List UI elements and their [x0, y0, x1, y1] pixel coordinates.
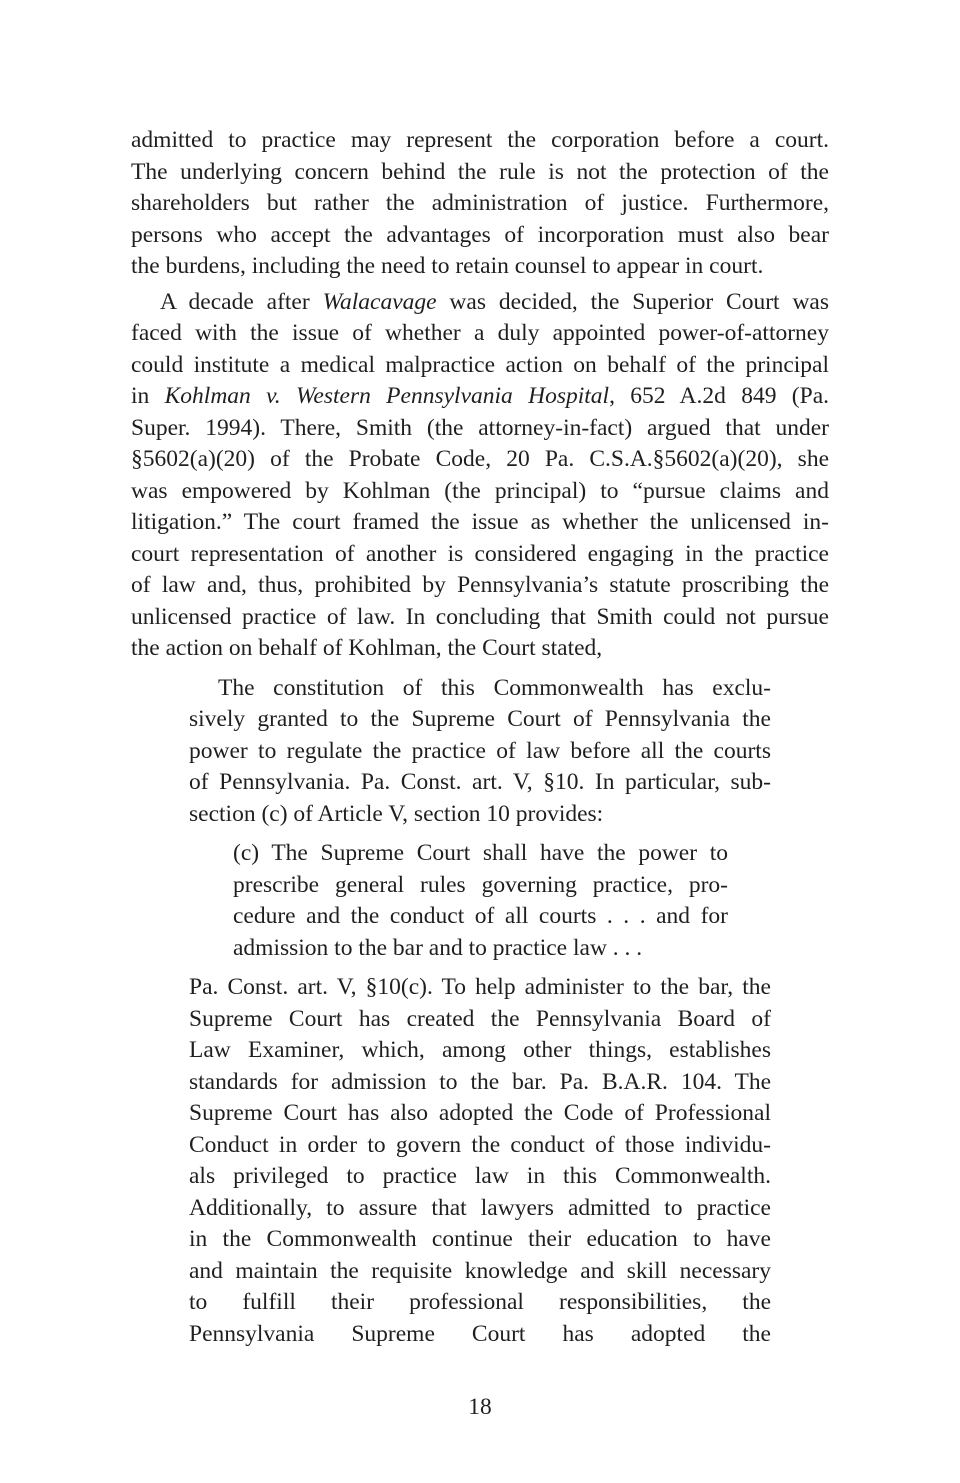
text-line: Supreme Court has also adopted the Code of Professional	[189, 1100, 771, 1126]
text-line	[131, 381, 829, 413]
body-text	[131, 125, 829, 1350]
text-run: in	[131, 383, 165, 409]
text-line: Law Examiner, which, among other things, establishes	[189, 1037, 771, 1063]
text-run: was decided, the Superior Court was	[436, 288, 829, 315]
text-line: admitted to practice may represent the corporation before a court.	[131, 127, 829, 153]
text-line: (c) The Supreme Court shall have the power to	[233, 840, 728, 866]
case-name-walacavage: Walacavage	[322, 288, 437, 315]
text-line: of Pennsylvania. Pa. Const. art. V, §10. In particular, sub-	[189, 769, 771, 795]
text-line: admission to the bar and to practice law . . .	[233, 934, 643, 961]
text-line: prescribe general rules governing practice, pro-	[233, 871, 728, 898]
text-line: faced with the issue of whether a duly appointed power-of-attorney	[131, 320, 829, 346]
quote-paragraph	[189, 972, 771, 1350]
text-line: to fulfill their professional responsibilities, the	[189, 1289, 771, 1315]
text-run: A decade after	[160, 288, 323, 315]
block-quote-court-opinion	[189, 673, 771, 831]
text-line: the action on behalf of Kohlman, the Court stated,	[131, 635, 603, 661]
text-line: §5602(a)(20) of the Probate Code, 20 Pa. C.S.A.§5602(a)(20), she	[131, 446, 829, 472]
block-quote-continuation	[189, 972, 771, 1350]
text-line: Super. 1994). There, Smith (the attorney-in-fact) argued that under	[131, 414, 829, 441]
text-run: , 652 A.2d 849 (Pa.	[609, 383, 829, 409]
text-line: in the Commonwealth continue their education to have	[189, 1226, 771, 1252]
text-line: The constitution of this Commonwealth has exclu-	[218, 674, 771, 701]
text-line: als privileged to practice law in this Commonwealth.	[189, 1163, 771, 1189]
text-line: of law and, thus, prohibited by Pennsylvania’s statute proscribing the	[131, 572, 829, 598]
quote-paragraph	[189, 673, 771, 831]
text-line	[131, 287, 829, 319]
text-line: power to regulate the practice of law before all the courts	[189, 737, 771, 764]
text-line: Pa. Const. art. V, §10(c). To help administer to the bar, the	[189, 974, 771, 1000]
text-line: section (c) of Article V, section 10 provides:	[189, 800, 604, 827]
text-line: and maintain the requisite knowledge and skill necessary	[189, 1257, 771, 1284]
case-name-kohlman: Kohlman v. Western Pennsylvania Hospital	[164, 383, 610, 409]
nested-block-quote-constitution	[233, 838, 728, 964]
quote-paragraph	[233, 838, 728, 964]
paragraph-corporation-representation	[131, 125, 829, 283]
text-line: unlicensed practice of law. In concluding that Smith could not pursue	[131, 603, 829, 630]
text-line: was empowered by Kohlman (the principal) to “pursue claims and	[131, 477, 829, 504]
text-line: could institute a medical malpractice action on behalf of the principal	[131, 351, 829, 378]
text-line: standards for admission to the bar. Pa. B.A.R. 104. The	[189, 1068, 771, 1095]
page-number: 18	[468, 1394, 492, 1420]
text-line: the burdens, including the need to retain counsel to appear in court.	[131, 253, 764, 279]
text-line: The underlying concern behind the rule is not the protection of the	[131, 158, 829, 185]
text-line: litigation.” The court framed the issue as whether the unlicensed in-	[131, 509, 829, 535]
text-line: Conduct in order to govern the conduct of those individu-	[189, 1131, 771, 1158]
text-line: Supreme Court has created the Pennsylvania Board of	[189, 1005, 771, 1032]
text-line: Additionally, to assure that lawyers admitted to practice	[189, 1194, 771, 1221]
text-line: persons who accept the advantages of incorporation must also bear	[131, 221, 829, 248]
text-line: cedure and the conduct of all courts . . . and for	[233, 903, 728, 929]
text-line: court representation of another is considered engaging in the practice	[131, 540, 829, 567]
text-line: Pennsylvania Supreme Court has adopted the	[189, 1320, 771, 1347]
text-line: sively granted to the Supreme Court of Pennsylvania the	[189, 706, 771, 732]
text-line: shareholders but rather the administration of justice. Furthermore,	[131, 190, 829, 216]
paragraph-kohlman-case	[131, 287, 829, 665]
